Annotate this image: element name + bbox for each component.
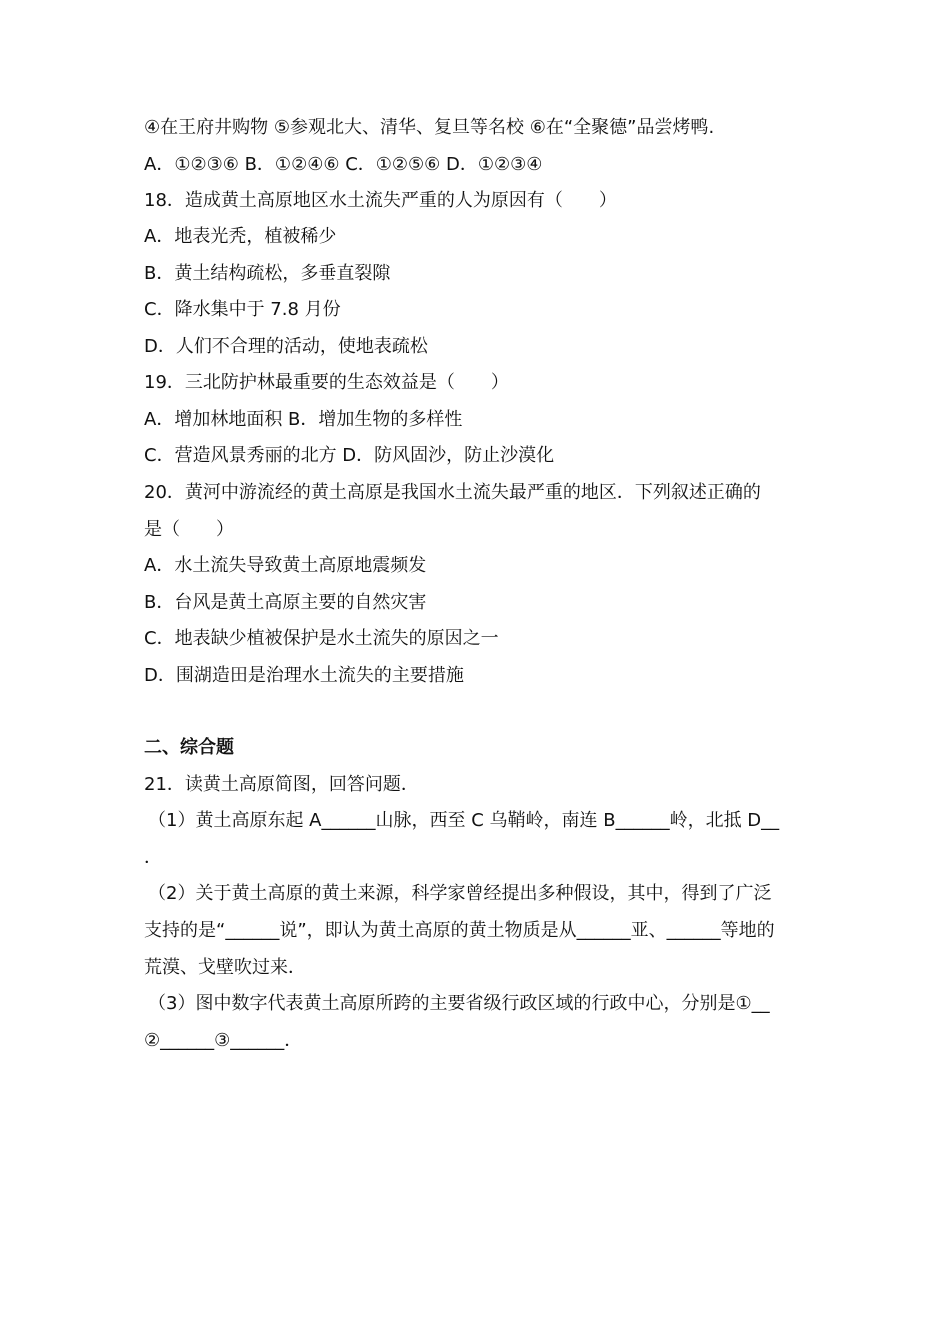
q21-part-1-end: ． (144, 847, 162, 868)
q21-part-2-line-2: 支持的是“______说”，即认为黄土高原的黄土物质是从______亚、______等地的 (144, 920, 775, 941)
q21-part-2-line-3: 荒漠、戈壁吹过来． (144, 957, 306, 978)
q20-option-c: C．地表缺少植被保护是水土流失的原因之一 (144, 628, 499, 649)
q18-option-c: C．降水集中于 7.8 月份 (144, 299, 341, 320)
question-19: 19．三北防护林最重要的生态效益是（ ） (144, 372, 509, 393)
q20-option-b: B．台风是黄土高原主要的自然灾害 (144, 592, 427, 613)
q21-part-3-line-1: （3）图中数字代表黄土高原所跨的主要省级行政区域的行政中心，分别是①__ (148, 993, 770, 1014)
q18-option-b: B．黄土结构疏松，多垂直裂隙 (144, 263, 391, 284)
q21-part-1: （1）黄土高原东起 A______山脉，西至 C 乌鞘岭，南连 B______岭，北抵 D__ (148, 810, 780, 831)
option-line-q17-items: ④在王府井购物 ⑤参观北大、清华、复旦等名校 ⑥在“全聚德”品尝烤鸭. (144, 117, 715, 138)
question-21: 21．读黄土高原简图，回答问题． (144, 774, 419, 795)
q18-option-d: D．人们不合理的活动，使地表疏松 (144, 336, 428, 357)
section-title: 二、综合题 (144, 737, 234, 758)
q20-option-a: A．水土流失导致黄土高原地震频发 (144, 555, 427, 576)
q19-options-ab: A．增加林地面积 B．增加生物的多样性 (144, 409, 463, 430)
question-18: 18．造成黄土高原地区水土流失严重的人为原因有（ ） (144, 190, 617, 211)
q20-option-d: D．围湖造田是治理水土流失的主要措施 (144, 665, 464, 686)
question-20-line-1: 20．黄河中游流经的黄土高原是我国水土流失最严重的地区．下列叙述正确的 (144, 482, 761, 503)
question-20-line-2: 是（ ） (144, 519, 234, 540)
q18-option-a: A．地表光秃，植被稀少 (144, 226, 337, 247)
q21-part-3-line-2: ②______③______． (144, 1030, 303, 1051)
q19-options-cd: C．营造风景秀丽的北方 D．防风固沙，防止沙漠化 (144, 445, 555, 466)
answer-options-q17: A．①②③⑥ B．①②④⑥ C．①②⑤⑥ D．①②③④ (144, 154, 543, 175)
q21-part-2-line-1: （2）关于黄土高原的黄土来源，科学家曾经提出多种假设，其中，得到了广泛 (148, 883, 772, 904)
